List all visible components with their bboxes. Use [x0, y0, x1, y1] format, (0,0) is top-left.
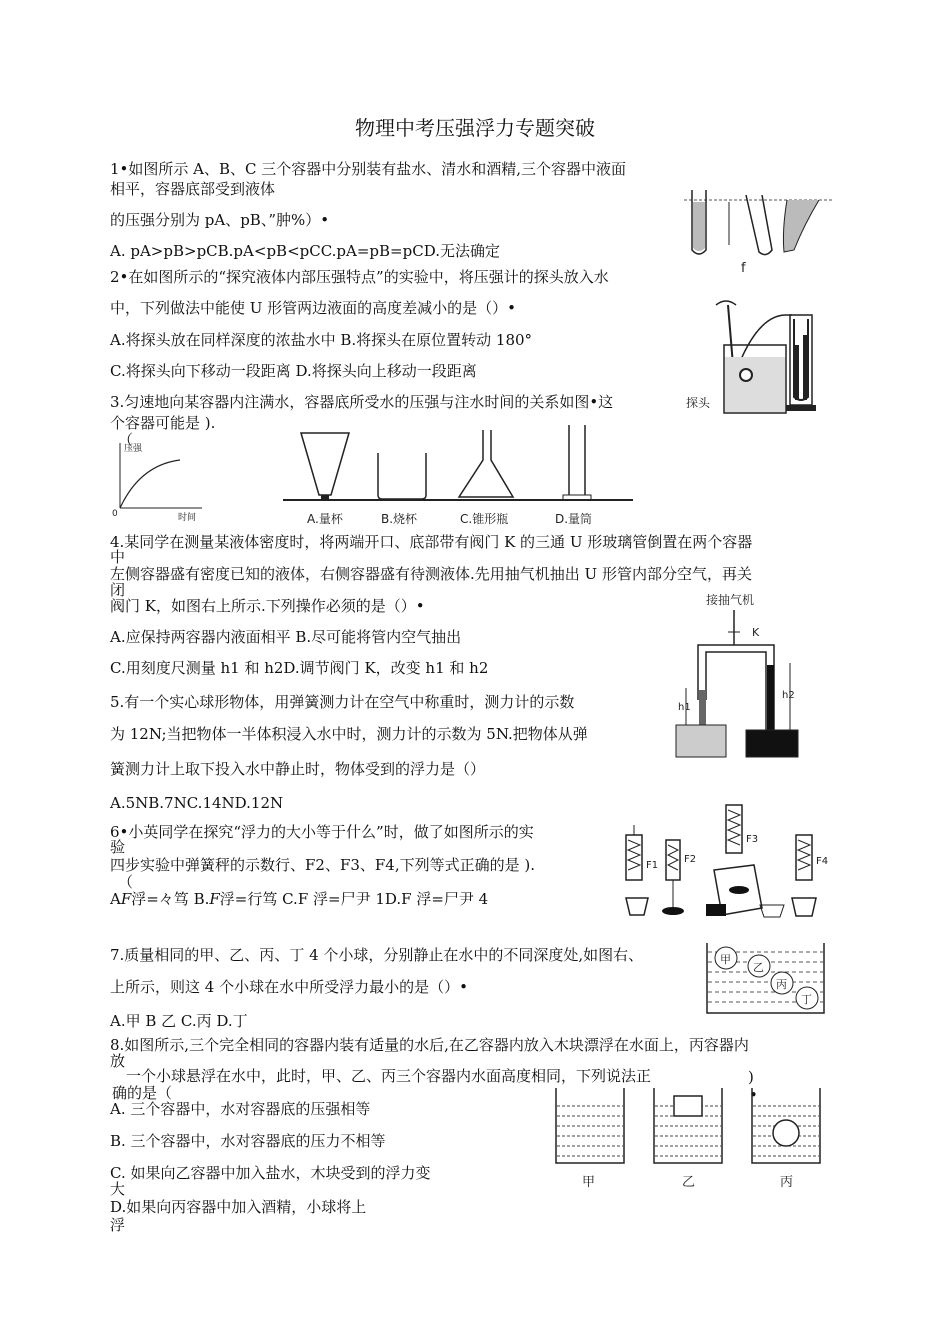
q8-label-jia: 甲	[582, 1175, 596, 1190]
q6-line1b: 验	[110, 838, 126, 856]
q3-line1: 3.匀速地向某容器内注满水，容器底所受水的压强与注水时间的关系如图•这	[110, 393, 614, 411]
q3-label-a: A.量杯	[307, 512, 343, 526]
q4-line1: 4.某同学在测量某液体密度时，将两端开口、底部带有阀门 K 的三通 U 形玻璃管倒置在两个容器	[110, 533, 753, 551]
q3-measuring-cup	[301, 433, 349, 495]
q6-options: A𝐹浮=々笃 B.𝐹浮=行笃 C.F 浮=尸尹 1D.F 浮=尸尹 4	[110, 890, 489, 908]
q8-line3-dot: •	[749, 1086, 758, 1104]
q1-line3: 的压强分别为 pA、pB、”肿%）•	[110, 211, 330, 229]
q8-container-jia	[556, 1088, 624, 1190]
q3-graph	[110, 440, 210, 525]
q8-line3-paren: )	[748, 1068, 754, 1086]
q1-liquid-a	[693, 202, 705, 251]
q6-scale-4	[792, 835, 828, 916]
q1-fig-label: f	[741, 261, 746, 276]
q3-line3: （	[118, 431, 134, 449]
q2-line1: 2•在如图所示的“探究液体内部压强特点”的实验中，将压强计的探头放入水	[110, 268, 609, 286]
q4-h2-label: h2	[782, 690, 795, 701]
q4-line2: 左侧容器盛有密度已知的液体，右侧容器盛有待测液体.先用抽气机抽出 U 形管内部分空气，再关	[110, 565, 752, 583]
q8-line1b: 放	[110, 1052, 126, 1070]
q5-line1: 5.有一个实心球形物体，用弹簧测力计在空气中称重时，测力计的示数	[110, 693, 575, 711]
svg-text:甲: 甲	[720, 953, 731, 966]
q2-u-left-liquid	[795, 345, 799, 400]
q7-line2: 上所示，则这 4 个小球在水中所受浮力最小的是（）•	[110, 978, 468, 996]
q2-options-cd: C.将探头向下移动一段距离 D.将探头向上移动一段距离	[110, 362, 477, 380]
q8-figure	[552, 1088, 832, 1193]
q2-u-right-liquid	[803, 335, 807, 400]
q8-container-bing	[752, 1088, 820, 1190]
q3-label-b: B.烧杯	[381, 512, 418, 526]
q7-options: A.甲 B 乙 C.丙 D.丁	[110, 1012, 248, 1030]
q2-line2: 中，下列做法中能使 U 形管两边液面的高度差减小的是（）•	[110, 299, 517, 317]
q8-container-yi	[654, 1088, 722, 1190]
q3-graduated-cylinder	[569, 425, 585, 495]
q3-label-c: C.锥形瓶	[460, 512, 509, 526]
q1-line1: 1•如图所示 A、B、C 三个容器中分别装有盐水、清水和酒精,三个容器中液面	[110, 160, 627, 178]
q7-line1: 7.质量相同的甲、乙、丙、丁 4 个小球，分别静止在水中的不同深度处,如图右、	[110, 946, 644, 964]
q8-option-d2: 浮	[110, 1216, 126, 1234]
q6-f3-label: F3	[746, 834, 759, 845]
q6-line3: （	[118, 873, 134, 891]
q4-left-container	[676, 725, 726, 757]
q2-options-ab: A.将探头放在同样深度的浓盐水中 B.将探头在原位置转动 180°	[110, 331, 533, 349]
q6-line2: 四步实验中弹簧秤的示数行、F2、F3、F4,下列等式正确的是 ).	[110, 856, 536, 874]
q3-containers	[283, 425, 633, 530]
q4-line1b: 中	[110, 548, 126, 566]
q8-option-c: C. 如果向乙容器中加入盐水，木块受到的浮力变	[110, 1164, 431, 1182]
q8-line2: 一个小球悬浮在水中，此时，甲、乙、丙三个容器内水面高度相同，下列说法正	[126, 1067, 652, 1085]
q5-options: A.5NB.7NC.14ND.12N	[110, 794, 284, 812]
q4-h1-label: h1	[678, 702, 691, 713]
q8-wood-block	[674, 1096, 702, 1116]
q8-label-yi: 乙	[682, 1175, 696, 1190]
q4-fig-top-label: 接抽气机	[706, 593, 755, 607]
q8-line1: 8.如图所示,三个完全相同的容器内装有适量的水后,在乙容器内放入木块漂浮在水面上，丙容器内	[110, 1036, 749, 1054]
q1-tube-c	[783, 200, 819, 252]
q3-label-d: D.量筒	[555, 512, 593, 526]
q8-option-d: D.如果向丙容器中加入酒精，小球将上	[110, 1198, 367, 1216]
q7-figure	[704, 938, 834, 1018]
q6-f2-label: F2	[684, 854, 697, 865]
q4-figure	[676, 590, 806, 760]
q1-options: A. pA>pB>pCB.pA<pB<pCC.pA=pB=pCD.无法确定	[110, 242, 500, 260]
svg-text:丙: 丙	[776, 978, 787, 991]
q6-scale-3	[706, 805, 784, 917]
q6-f4-label: F4	[816, 856, 829, 867]
q5-line3: 簧测力计上取下投入水中静止时，物体受到的浮力是（）	[110, 760, 486, 778]
q1-figure	[684, 190, 834, 280]
q6-line1: 6•小英同学在探究“浮力的大小等于什么”时，做了如图所示的实	[110, 823, 534, 841]
q2-water	[725, 357, 785, 412]
q3-conical-flask	[459, 430, 513, 497]
q2-fig-label: 探头	[686, 396, 711, 410]
page-title: 物理中考压强浮力专题突破	[355, 116, 595, 140]
q8-line3: 确的是（	[112, 1084, 173, 1102]
q4-valve-label: K	[752, 626, 760, 639]
q6-scale-2	[662, 840, 696, 915]
q3-graph-x-label: 时间	[178, 513, 197, 523]
q6-f1-label: F1	[646, 860, 659, 871]
q6-figure	[614, 790, 839, 920]
q4-line3: 阀门 K，如图右上所示.下列操作必须的是（）•	[110, 597, 425, 615]
q4-options-cd: C.用刻度尺测量 h1 和 h2D.调节阀门 K，改变 h1 和 h2	[110, 659, 489, 677]
q8-option-a: A. 三个容器中，水对容器底的压强相等	[110, 1100, 371, 1118]
q2-probe-head	[740, 369, 752, 381]
q2-hand	[716, 301, 736, 305]
q3-graph-curve	[120, 460, 180, 508]
q5-line2: 为 12N;当把物体一半体积浸入水中时，测力计的示数为 5N.把物体从弹	[110, 725, 588, 743]
q3-graph-origin: 0	[112, 509, 118, 519]
svg-text:乙: 乙	[753, 961, 764, 974]
q1-tube-b	[746, 195, 772, 255]
q8-option-b: B. 三个容器中，水对容器底的压力不相等	[110, 1132, 386, 1150]
q3-beaker	[378, 453, 426, 499]
q3-graph-y-label: 压强	[124, 444, 143, 454]
q4-options-ab: A.应保持两容器内液面相平 B.尽可能将管内空气抽出	[110, 628, 462, 646]
q4-line2b: 闭	[110, 581, 126, 599]
q6-scale-1	[626, 825, 658, 915]
q8-label-bing: 丙	[780, 1175, 794, 1190]
q1-line2: 相平，容器底部受到液体	[110, 180, 276, 198]
svg-text:丁: 丁	[801, 993, 812, 1006]
q2-figure	[686, 285, 831, 420]
q3-line2: 个容器可能是 ).	[110, 414, 216, 432]
q8-option-c2: 大	[110, 1180, 126, 1198]
q2-stand	[786, 405, 816, 411]
q4-right-container	[746, 730, 798, 757]
q8-ball	[773, 1120, 799, 1146]
